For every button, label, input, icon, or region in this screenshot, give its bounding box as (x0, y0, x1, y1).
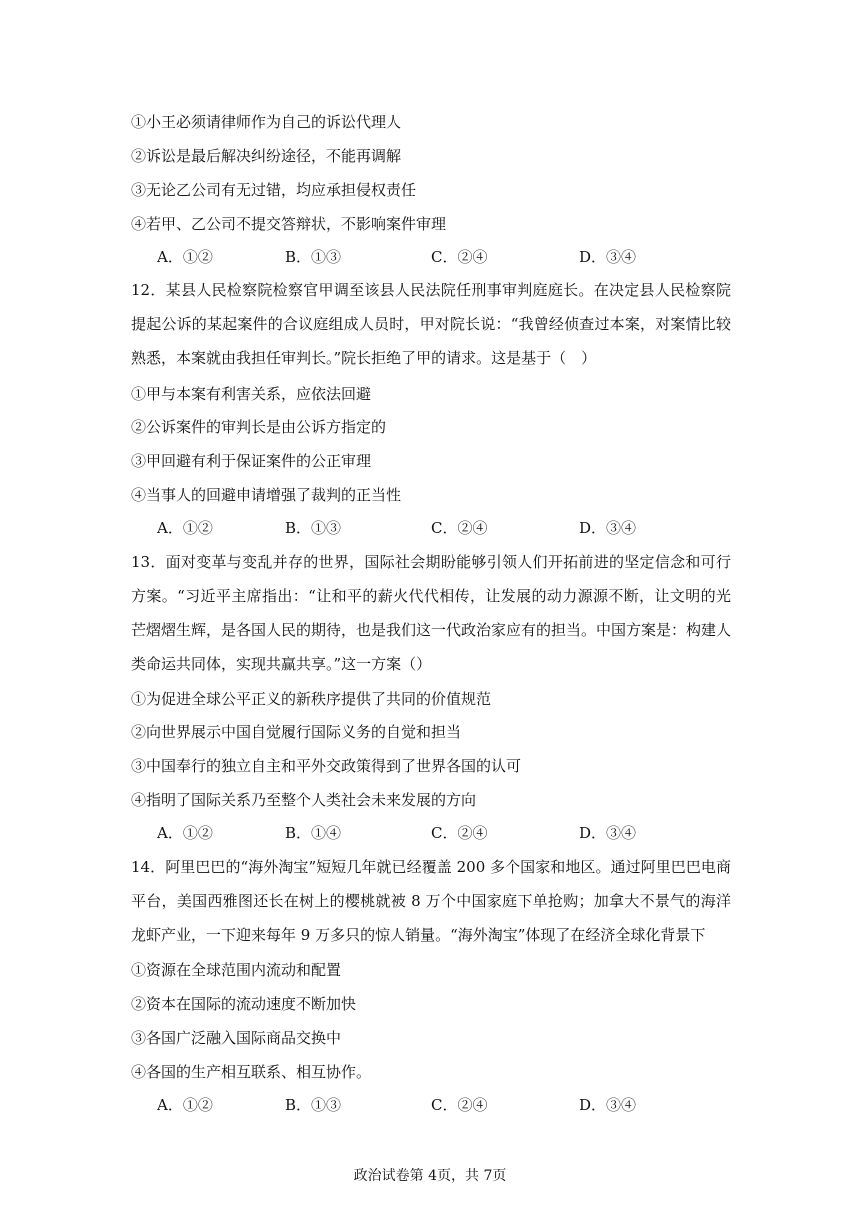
q14-statement-1: ①资源在全球范围内流动和配置 (131, 961, 342, 979)
q13-statement-3: ③中国奉行的独立自主和平外交政策得到了世界各国的认可 (131, 757, 522, 775)
q12-choice-b: B．①③ (285, 519, 342, 537)
q14-statement-3: ③各国广泛融入国际商品交换中 (131, 1029, 342, 1047)
q11-statement-2: ②诉讼是最后解决纠纷途径，不能再调解 (131, 147, 402, 165)
q11-choice-c: C．②④ (431, 248, 488, 266)
q11-choice-b: B．①③ (285, 248, 342, 266)
q13-choice-a: A．①② (157, 824, 213, 842)
q12-statement-2: ②公诉案件的审判长是由公诉方指定的 (131, 418, 387, 436)
page-footer: 政治试卷第 4页，共 7页 (353, 1168, 507, 1184)
q12-statement-3: ③甲回避有利于保证案件的公正审理 (131, 452, 372, 470)
q12-statement-4: ④当事人的回避申请增强了裁判的正当性 (131, 486, 402, 504)
q11-statement-1: ①小王必须请律师作为自己的诉讼代理人 (131, 113, 402, 131)
q12-choice-c: C．②④ (431, 519, 488, 537)
q12-stem: 12．某县人民检察院检察官甲调至该县人民法院任刑事审判庭庭长。在决定县人民检察院提起公诉的某起案件的合议庭组成人员时，甲对院长说：“我曾经侦查过本案，对案情比较熟悉，本案就由我担任审判长。”院长拒绝了甲的请求。这是基于（ ） (131, 281, 731, 367)
q13-statement-1: ①为促进全球公平正义的新秩序提供了共同的价值规范 (131, 690, 492, 708)
q11-statement-4: ④若甲、乙公司不提交答辩状，不影响案件审理 (131, 215, 447, 233)
q13-statement-4: ④指明了国际关系乃至整个人类社会未来发展的方向 (131, 791, 477, 809)
q11-choice-d: D．③④ (579, 248, 637, 266)
q14-choice-d: D．③④ (579, 1096, 637, 1114)
q14-statement-4: ④各国的生产相互联系、相互协作。 (131, 1063, 372, 1081)
q13-choices (157, 823, 757, 843)
q12-choices (157, 518, 757, 538)
q13-statement-2: ②向世界展示中国自觉履行国际义务的自觉和担当 (131, 723, 462, 741)
q13-choice-d: D．③④ (579, 824, 637, 842)
q12-choice-a: A．①② (157, 519, 213, 537)
q14-choice-a: A．①② (157, 1096, 213, 1114)
q13-choice-c: C．②④ (431, 824, 488, 842)
q14-choices (157, 1095, 757, 1115)
q14-choice-c: C．②④ (431, 1096, 488, 1114)
q11-choice-a: A．①② (157, 248, 213, 266)
q11-choices (157, 247, 757, 267)
q12-statement-1: ①甲与本案有利害关系，应依法回避 (131, 385, 372, 403)
q14-choice-b: B．①③ (285, 1096, 342, 1114)
q14-stem: 14．阿里巴巴的“海外淘宝”短短几年就已经覆盖 200 多个国家和地区。通过阿里巴巴电商平台，美国西雅图还长在树上的樱桃就被 8 万个中国家庭下单抢购；加拿大不景气的海洋龙虾产业，一下迎来每年 9 万多只的惊人销量。“海外淘宝”体现了在经济全球化背景下 (131, 858, 731, 944)
q13-stem: 13．面对变革与变乱并存的世界，国际社会期盼能够引领人们开拓前进的坚定信念和可行方案。“习近平主席指出：“让和平的薪火代代相传，让发展的动力源源不断，让文明的光芒熠熠生辉，是各国人民的期待，也是我们这一代政治家应有的担当。中国方案是：构建人类命运共同体，实现共赢共享。”这一方案（） (131, 553, 732, 673)
q14-statement-2: ②资本在国际的流动速度不断加快 (131, 995, 357, 1013)
q12-choice-d: D．③④ (579, 519, 637, 537)
q13-choice-b: B．①④ (285, 824, 342, 842)
q11-statement-3: ③无论乙公司有无过错，均应承担侵权责任 (131, 181, 417, 199)
